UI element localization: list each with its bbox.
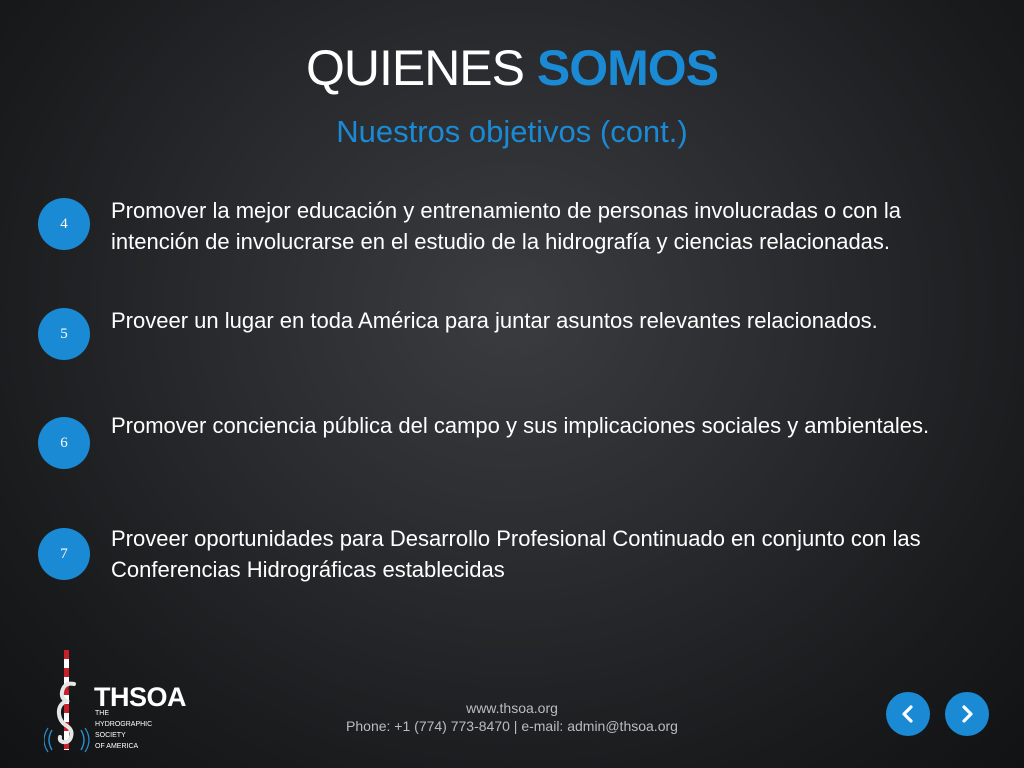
title-light-part: QUIENES bbox=[305, 40, 537, 96]
number-badge: 6 bbox=[38, 417, 90, 469]
title-bold-part: SOMOS bbox=[536, 40, 719, 96]
logo-line: THE bbox=[95, 710, 109, 717]
footer-website: www.thsoa.org bbox=[466, 700, 558, 716]
number-badge: 4 bbox=[38, 198, 90, 250]
chevron-left-icon bbox=[899, 705, 917, 723]
objective-text: Proveer un lugar en toda América para juntar asuntos relevantes relacionados. bbox=[111, 308, 878, 333]
footer-contact: Phone: +1 (774) 773-8470 | e-mail: admin@thsoa.org bbox=[346, 718, 678, 734]
logo-name: THSOA bbox=[94, 682, 186, 712]
objective-text: Promover conciencia pública del campo y sus implicaciones sociales y ambientales. bbox=[111, 413, 930, 438]
objective-text: Promover la mejor educación y entrenamiento de personas involucradas o con la intención de involucrarse en el estudio de la hidrografía y ciencias relacionadas. bbox=[111, 198, 901, 254]
number-badge: 5 bbox=[38, 308, 90, 360]
logo-line: SOCIETY bbox=[95, 732, 126, 739]
previous-slide-button[interactable] bbox=[886, 692, 930, 736]
objective-text: Proveer oportunidades para Desarrollo Profesional Continuado en conjunto con las Conferencias Hidrográficas establecidas bbox=[111, 526, 921, 582]
logo-line: OF AMERICA bbox=[95, 743, 139, 750]
next-slide-button[interactable] bbox=[945, 692, 989, 736]
chevron-right-icon bbox=[958, 705, 976, 723]
logo-line: HYDROGRAPHIC bbox=[95, 721, 153, 728]
slide-title bbox=[0, 38, 1024, 98]
slide-subtitle: Nuestros objetivos (cont.) bbox=[336, 114, 688, 149]
number-badge: 7 bbox=[38, 528, 90, 580]
